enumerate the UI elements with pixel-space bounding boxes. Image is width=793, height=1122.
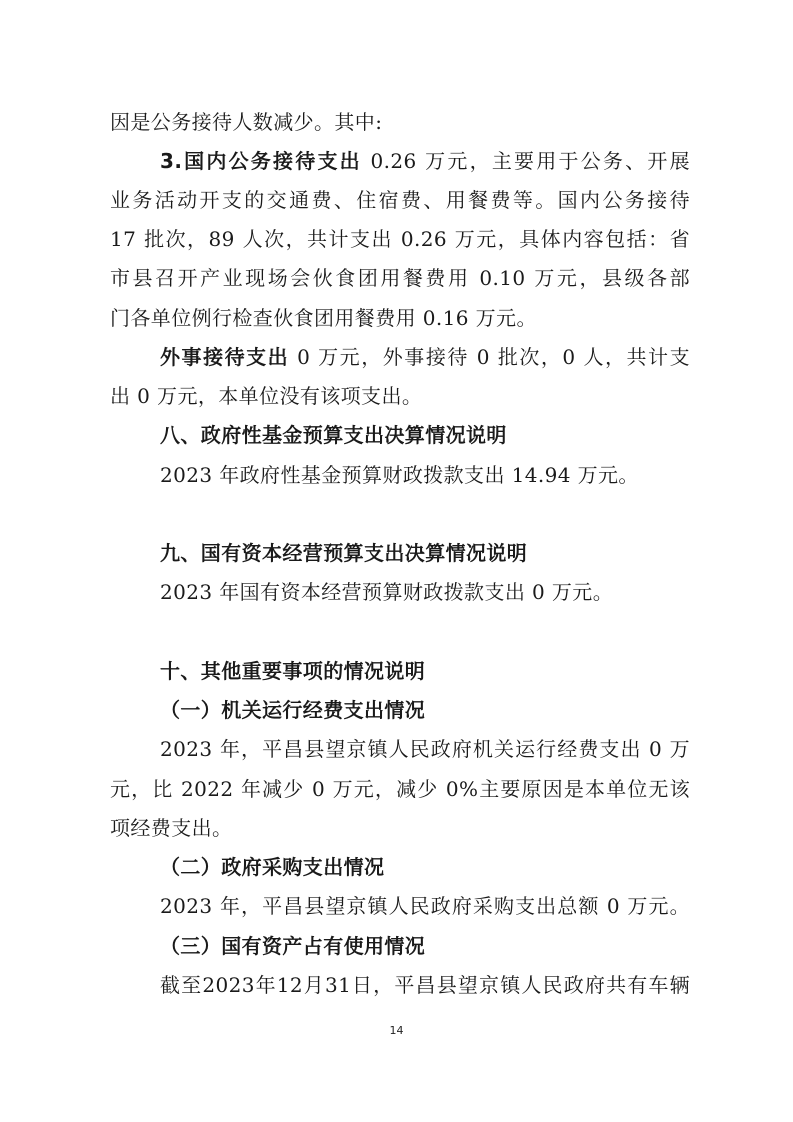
paragraph-line: 门各单位例行检查伙食团用餐费用 0.16 万元。 <box>110 306 537 330</box>
subsection-heading: （二）政府采购支出情况 <box>160 855 385 879</box>
paragraph-line <box>160 146 690 176</box>
section-heading: 十、其他重要事项的情况说明 <box>160 659 426 683</box>
paragraph-line: 17 批次，89 人次，共计支出 0.26 万元，具体内容包括：省 <box>110 227 690 251</box>
bold-term: 外事接待支出 <box>160 345 290 369</box>
paragraph-line: 元，比 2022 年减少 0 万元，减少 0%主要原因是本单位无该 <box>110 777 690 801</box>
paragraph-line: 2023 年国有资本经营预算财政拨款支出 0 万元。 <box>160 580 614 604</box>
bold-term: 3.国内公务接待支出 <box>160 149 362 173</box>
page-number: 14 <box>389 1024 404 1037</box>
paragraph-line: 出 0 万元，本单位没有该项支出。 <box>110 384 423 408</box>
paragraph-line: 业务活动开支的交通费、住宿费、用餐费等。国内公务接待 <box>110 188 690 212</box>
paragraph-line: 市县召开产业现场会伙食团用餐费用 0.10 万元，县级各部 <box>110 266 690 290</box>
paragraph-line: 2023 年，平昌县望京镇人民政府采购支出总额 0 万元。 <box>160 894 690 918</box>
paragraph-text: 0 万元，外事接待 0 批次，0 人，共计支 <box>289 345 690 369</box>
paragraph-line: 项经费支出。 <box>110 816 233 840</box>
paragraph-line: 截至2023年12月31日，平昌县望京镇人民政府共有车辆 <box>160 973 690 997</box>
paragraph-line <box>160 342 690 372</box>
subsection-heading: （一）机关运行经费支出情况 <box>160 698 426 722</box>
paragraph-line: 2023 年，平昌县望京镇人民政府机关运行经费支出 0 万 <box>160 737 690 761</box>
section-heading: 九、国有资本经营预算支出决算情况说明 <box>160 541 528 565</box>
section-heading: 八、政府性基金预算支出决算情况说明 <box>160 423 507 447</box>
subsection-heading: （三）国有资产占有使用情况 <box>160 934 426 958</box>
paragraph-line: 因是公务接待人数减少。其中: <box>110 110 383 134</box>
paragraph-text: 0.26 万元，主要用于公务、开展 <box>361 149 690 173</box>
paragraph-line: 2023 年政府性基金预算财政拨款支出 14.94 万元。 <box>160 463 639 487</box>
